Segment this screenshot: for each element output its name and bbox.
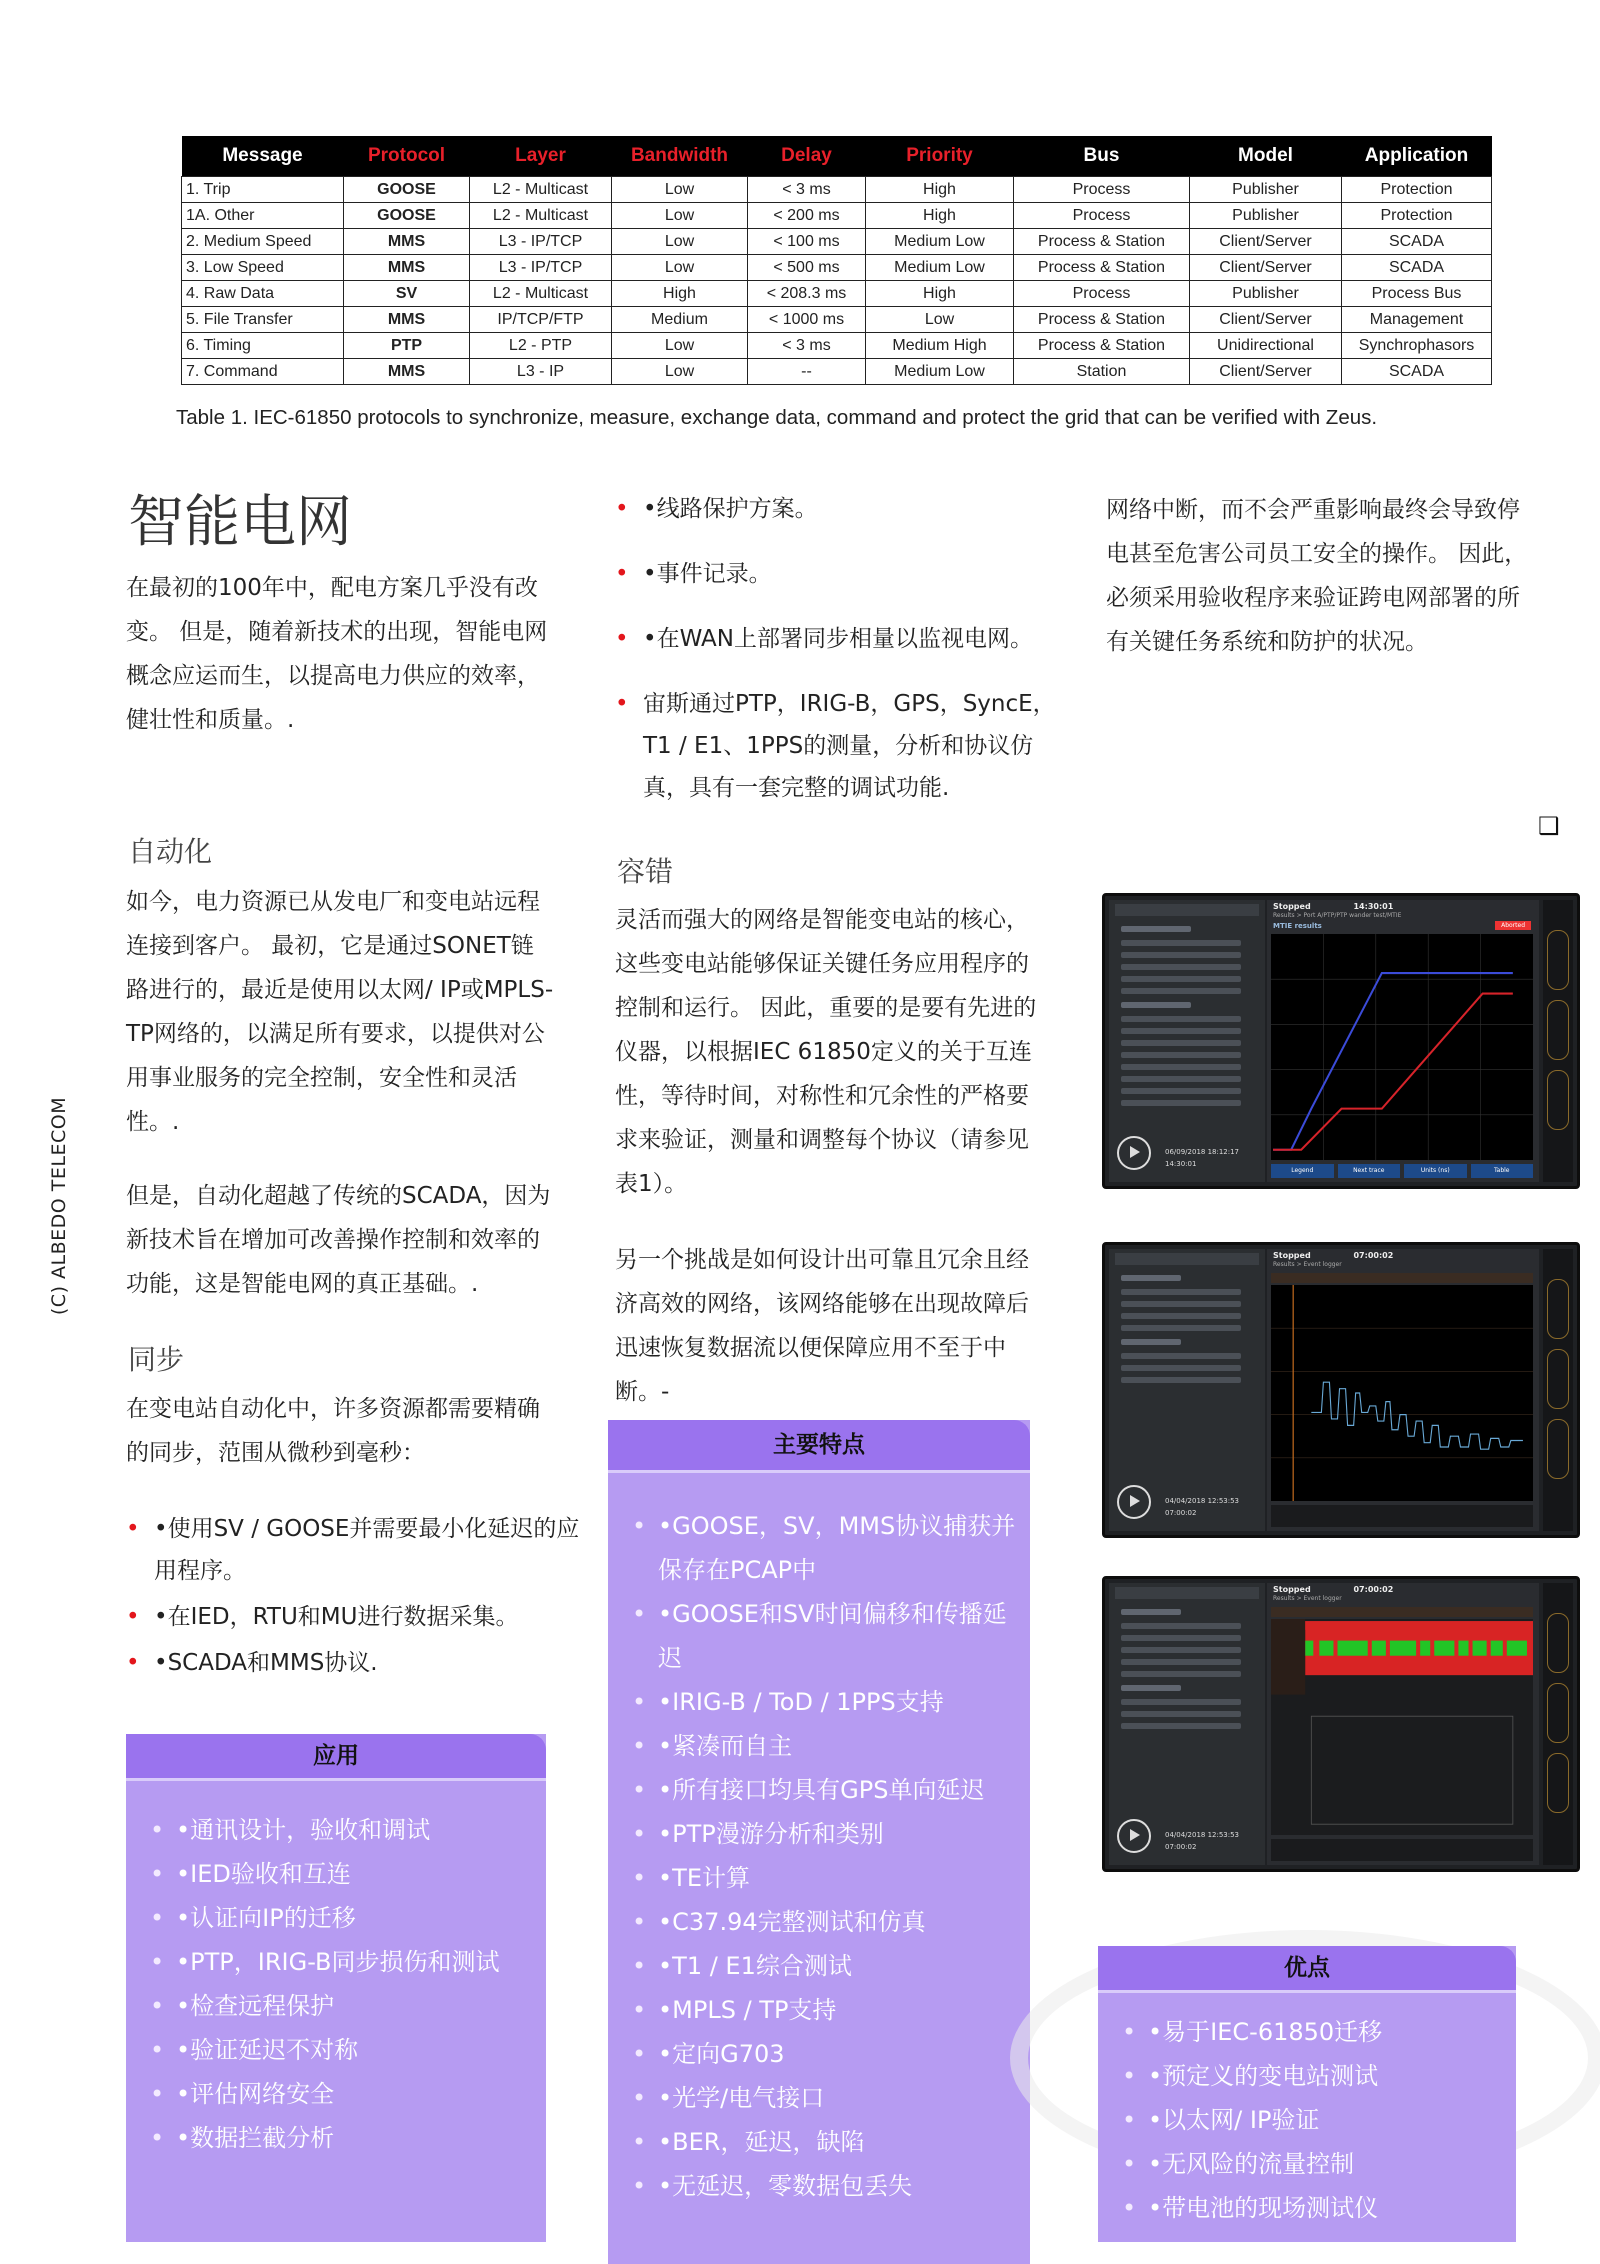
rail-results-button[interactable] [1547,1070,1569,1130]
continuation-paragraph [1106,488,1566,664]
table-cell: SCADA [1342,359,1492,385]
features-item: • •T1 / E1综合测试 [632,1944,1016,1988]
units-button[interactable]: Units (ns) [1404,1164,1467,1178]
table-cell: < 3 ms [748,333,866,359]
table-body [182,177,1492,385]
automation-line: 新技术旨在增加可改善操作控制和效率的 [126,1227,540,1253]
table-button[interactable]: Table [1471,1164,1534,1178]
features-item: • •无延迟，零数据包丢失 [632,2164,1016,2208]
screen-main [1267,1583,1539,1865]
table-cell: PTP [344,333,470,359]
applications-item: • •IED验收和互连 [150,1852,532,1896]
applications-list [150,1808,532,2160]
table-cell: Publisher [1190,281,1342,307]
device-screenshot-mtie [1102,893,1580,1189]
automation-paragraph-1 [126,880,606,1144]
status-text: Stopped [1273,1585,1311,1594]
device-screenshot-wander [1102,1242,1580,1538]
rail-test-button[interactable] [1547,1279,1569,1339]
automation-line: 用事业服务的完全控制，安全性和灵活 [126,1065,517,1091]
table-cell: Process [1014,177,1190,203]
table-caption: Table 1. IEC-61850 protocols to synchronize, measure, exchange data, command and protect the grid that can be verified with Zeus. [176,406,1378,429]
automation-line: 连接到客户。 最初，它是通过SONET链 [126,933,534,959]
status-text: Stopped [1273,1251,1311,1260]
screen-sidebar [1109,900,1265,1182]
sync-bullet-list [126,1508,586,1684]
applications-item: • •评估网络安全 [150,2072,532,2116]
applications-item: • •通讯设计，验收和调试 [150,1808,532,1852]
screen-right-rail [1543,900,1573,1182]
table-cell: SV [344,281,470,307]
table-cell: -- [748,359,866,385]
started-timestamp: 06/09/2018 18:12:17 [1165,1148,1240,1156]
intro-line: 健壮性和质量。. [126,707,295,733]
features-item: • •BER，延迟，缺陷 [632,2120,1016,2164]
table-cell: MMS [344,307,470,333]
event-plot-svg [1271,1619,1533,1835]
table-cell: Medium High [866,333,1014,359]
table-cell-message: 1. Trip [182,177,344,203]
features-item: • •GOOSE和SV时间偏移和传播延迟 [632,1592,1016,1680]
table-cell-message: 1A. Other [182,203,344,229]
automation-line: 功能，这是智能电网的真正基础。. [126,1271,479,1297]
applications-box [126,1734,546,2242]
applications-item: • •PTP，IRIG-B同步损伤和测试 [150,1940,532,1984]
screen-right-rail [1543,1583,1573,1865]
advantages-item: • •无风险的流量控制 [1122,2142,1502,2186]
advantages-box-title: 优点 [1098,1946,1516,1993]
fault-tolerance-title: 容错 [617,855,674,888]
table-cell: IP/TCP/FTP [470,307,612,333]
header-message: Message [182,136,344,177]
smart-grid-title: 智能电网 [128,490,352,555]
fault-line: 求来验证，测量和调整每个协议（请参见 [615,1127,1029,1153]
table-row [182,333,1492,359]
features-item: • •TE计算 [632,1856,1016,1900]
table-cell: GOOSE [344,177,470,203]
table-cell: High [866,203,1014,229]
intro-line: 概念应运而生，以提高电力供应的效率， [126,663,540,689]
table-cell: Protection [1342,177,1492,203]
applications-item: • •检查远程保护 [150,1984,532,2028]
sync-bullet: • •使用SV / GOOSE并需要最小化延迟的应用程序。 [126,1508,586,1592]
screen-sidebar [1109,1583,1265,1865]
table-cell: < 208.3 ms [748,281,866,307]
mtie-plot [1271,934,1533,1160]
continuation-line: 网络中断，而不会严重影响最终会导致停 [1106,497,1520,523]
table-cell: Low [866,307,1014,333]
fault-tolerance-paragraph-1 [615,898,1085,1206]
status-text: Stopped [1273,902,1311,911]
table-cell: Low [612,177,748,203]
rail-config-button[interactable] [1547,1683,1569,1743]
automation-line: TP网络的，以满足所有要求，以提供对公 [126,1021,545,1047]
table-cell-message: 2. Medium Speed [182,229,344,255]
table-cell: High [866,177,1014,203]
table-cell: Low [612,229,748,255]
wander-plot-svg [1271,1285,1533,1501]
table-cell: Client/Server [1190,229,1342,255]
table-cell: L2 - Multicast [470,281,612,307]
table-cell-message: 4. Raw Data [182,281,344,307]
table-cell: < 3 ms [748,177,866,203]
table-row [182,229,1492,255]
header-protocol: Protocol [344,136,470,177]
screen-main [1267,1249,1539,1531]
features-item: • •GOOSE，SV，MMS协议捕获并保存在PCAP中 [632,1504,1016,1592]
stopped-timestamp: 14:30:01 [1165,1160,1197,1168]
fault-line: 济高效的网络，该网络能够在出现故障后 [615,1291,1029,1317]
table-cell: SCADA [1342,255,1492,281]
table-cell: Client/Server [1190,359,1342,385]
advantages-item: • •带电池的现场测试仪 [1122,2186,1502,2230]
table-row [182,255,1492,281]
sync-line: 的同步，范围从微秒到毫秒： [126,1440,425,1466]
rail-config-button[interactable] [1547,1349,1569,1409]
header-bus: Bus [1014,136,1190,177]
protection-bullet: • 宙斯通过PTP，IRIG-B，GPS，SyncE，T1 / E1、1PPS的测量，分析和协议仿真，具有一套完整的调试功能. [615,683,1065,809]
table-cell: High [612,281,748,307]
table-cell: MMS [344,359,470,385]
screen-status [1273,902,1393,911]
table-cell: Medium Low [866,359,1014,385]
table-cell: High [866,281,1014,307]
rail-test-button[interactable] [1547,1613,1569,1673]
aborted-badge: Aborted [1495,921,1531,930]
screen-right-rail [1543,1249,1573,1531]
table-cell: L3 - IP [470,359,612,385]
automation-paragraph-2 [126,1174,606,1306]
advantages-box [1098,1946,1516,2242]
fault-line: 灵活而强大的网络是智能变电站的核心， [615,907,1029,933]
features-item: • •紧凑而自主 [632,1724,1016,1768]
fault-tolerance-paragraph-2 [615,1238,1085,1414]
table-cell: Low [612,359,748,385]
rail-config-button[interactable] [1547,1000,1569,1060]
table-row [182,359,1492,385]
breadcrumb: Results > Event logger [1273,1261,1342,1268]
play-icon[interactable] [1117,1136,1151,1170]
table-cell: Client/Server [1190,307,1342,333]
table-cell: Process & Station [1014,333,1190,359]
applications-item: • •认证向IP的迁移 [150,1896,532,1940]
stopped-timestamp: 07:00:02 [1165,1509,1197,1517]
table-cell: Process & Station [1014,255,1190,281]
screen-status [1273,1251,1393,1260]
table-row [182,177,1492,203]
automation-line: 路进行的，最近是使用以太网/ IP或MPLS- [126,977,554,1003]
advantages-item: • •预定义的变电站测试 [1122,2054,1502,2098]
fault-line: 断。- [615,1379,670,1405]
sync-paragraph [126,1387,606,1475]
fault-line: 仪器，以根据IEC 61850定义的关于互连 [615,1039,1032,1065]
protocol-table [181,136,1492,385]
features-item: • •光学/电气接口 [632,2076,1016,2120]
fault-line: 这些变电站能够保证关键任务应用程序的 [615,951,1029,977]
protection-bullet-list [615,488,1065,809]
table-cell-message: 7. Command [182,359,344,385]
plot-title: MTIE results [1273,922,1322,930]
sync-title: 同步 [128,1343,185,1376]
stopped-timestamp: 07:00:02 [1165,1843,1197,1851]
rail-test-button[interactable] [1547,930,1569,990]
features-box-title: 主要特点 [608,1420,1030,1473]
continuation-line: 电甚至危害公司员工安全的操作。 因此， [1106,541,1528,567]
table-cell: MMS [344,229,470,255]
features-list [632,1504,1016,2208]
table-header-row [182,136,1492,177]
fault-line: 性，等待时间，对称性和冗余性的严格要 [615,1083,1029,1109]
table-cell-message: 3. Low Speed [182,255,344,281]
screen-status [1273,1585,1393,1594]
table-cell: Synchrophasors [1342,333,1492,359]
started-timestamp: 04/04/2018 12:53:53 [1165,1831,1240,1839]
sync-bullet: • •在IED，RTU和MU进行数据采集。 [126,1596,586,1638]
fault-line: 控制和运行。 因此，重要的是要有先进的 [615,995,1037,1021]
fault-line: 另一个挑战是如何设计出可靠且冗余且经 [615,1247,1029,1273]
rail-results-button[interactable] [1547,1753,1569,1813]
features-item: • •C37.94完整测试和仿真 [632,1900,1016,1944]
table-cell: < 200 ms [748,203,866,229]
sync-line: 在变电站自动化中，许多资源都需要精确 [126,1396,540,1422]
table-cell-message: 6. Timing [182,333,344,359]
automation-line: 但是，自动化超越了传统的SCADA，因为 [126,1183,551,1209]
table-cell: L3 - IP/TCP [470,229,612,255]
automation-line: 如今，电力资源已从发电厂和变电站远程 [126,889,540,915]
features-item: • •MPLS / TP支持 [632,1988,1016,2032]
table-cell: L3 - IP/TCP [470,255,612,281]
features-item: • •定向G703 [632,2032,1016,2076]
table-cell-message: 5. File Transfer [182,307,344,333]
header-layer: Layer [470,136,612,177]
started-timestamp: 04/04/2018 12:53:53 [1165,1497,1240,1505]
play-icon[interactable] [1117,1485,1151,1519]
play-icon[interactable] [1117,1819,1151,1853]
advantages-item: • •易于IEC-61850迁移 [1122,2010,1502,2054]
status-time: 14:30:01 [1353,902,1394,911]
table-cell: Low [612,333,748,359]
status-time: 07:00:02 [1353,1251,1394,1260]
features-box [608,1420,1030,2264]
plot-footer [1271,1164,1533,1178]
table-cell: L2 - Multicast [470,203,612,229]
table-cell: Protection [1342,203,1492,229]
table-cell: Management [1342,307,1492,333]
continuation-line: 有关键任务系统和防护的状况。 [1106,629,1428,655]
protection-bullet: • •在WAN上部署同步相量以监视电网。 [615,618,1065,660]
table-cell: Process & Station [1014,229,1190,255]
screen-main [1267,900,1539,1182]
table-cell: Low [612,203,748,229]
table-cell: Process [1014,203,1190,229]
table-cell: Medium Low [866,255,1014,281]
rail-results-button[interactable] [1547,1419,1569,1479]
table-cell: < 100 ms [748,229,866,255]
applications-item: • •验证延迟不对称 [150,2028,532,2072]
copyright-vertical-text: (C) ALBEDO TELECOM [48,1096,70,1316]
table-cell: MMS [344,255,470,281]
table-row [182,203,1492,229]
table-cell: Unidirectional [1190,333,1342,359]
wander-plot [1271,1285,1533,1501]
header-delay: Delay [748,136,866,177]
intro-paragraph [126,566,586,742]
fault-line: 迅速恢复数据流以便保障应用不至于中 [615,1335,1006,1361]
table-cell: L2 - Multicast [470,177,612,203]
intro-line: 变。 但是，随着新技术的出现，智能电网 [126,619,548,645]
continuation-line: 必须采用验收程序来验证跨电网部署的所 [1106,585,1520,611]
fault-line: 表1）。 [615,1171,688,1197]
device-screenshot-event-logger [1102,1576,1580,1872]
mtie-plot-svg [1271,934,1533,1160]
sync-bullet: • •SCADA和MMS协议. [126,1642,586,1684]
table-cell: Medium Low [866,229,1014,255]
intro-line: 在最初的100年中，配电方案几乎没有改 [126,575,538,601]
table-cell: Medium [612,307,748,333]
legend-button[interactable]: Legend [1271,1164,1334,1178]
table-cell: GOOSE [344,203,470,229]
table-cell: SCADA [1342,229,1492,255]
screen-sidebar [1109,1249,1265,1531]
table-cell: Process & Station [1014,307,1190,333]
table-cell: Low [612,255,748,281]
table-cell: Process Bus [1342,281,1492,307]
advantages-item: • •以太网/ IP验证 [1122,2098,1502,2142]
checkbox-icon[interactable]: ❑ [1538,812,1560,840]
table-row [182,281,1492,307]
automation-line: 性。. [126,1109,180,1135]
protection-bullet: • •线路保护方案。 [615,488,1065,530]
applications-box-title: 应用 [126,1734,546,1781]
table-cell: L2 - PTP [470,333,612,359]
features-item: • •IRIG-B / ToD / 1PPS支持 [632,1680,1016,1724]
table-cell: < 1000 ms [748,307,866,333]
advantages-list [1122,2010,1502,2230]
event-plot [1271,1619,1533,1835]
table-row [182,307,1492,333]
table-cell: Station [1014,359,1190,385]
breadcrumb: Results > Port A/PTP/PTP wander test/MTIE [1273,912,1402,919]
table-cell: < 500 ms [748,255,866,281]
table-cell: Process [1014,281,1190,307]
header-model: Model [1190,136,1342,177]
breadcrumb: Results > Event logger [1273,1595,1342,1602]
features-item: • •所有接口均具有GPS单向延迟 [632,1768,1016,1812]
automation-title: 自动化 [128,835,213,868]
features-item: • •PTP漫游分析和类别 [632,1812,1016,1856]
applications-item: • •数据拦截分析 [150,2116,532,2160]
table-cell: Publisher [1190,203,1342,229]
next-trace-button[interactable]: Next trace [1338,1164,1401,1178]
table-cell: Publisher [1190,177,1342,203]
header-application: Application [1342,136,1492,177]
table-cell: Client/Server [1190,255,1342,281]
status-time: 07:00:02 [1353,1585,1394,1594]
protection-bullet: • •事件记录。 [615,553,1065,595]
header-priority: Priority [866,136,1014,177]
header-bandwidth: Bandwidth [612,136,748,177]
